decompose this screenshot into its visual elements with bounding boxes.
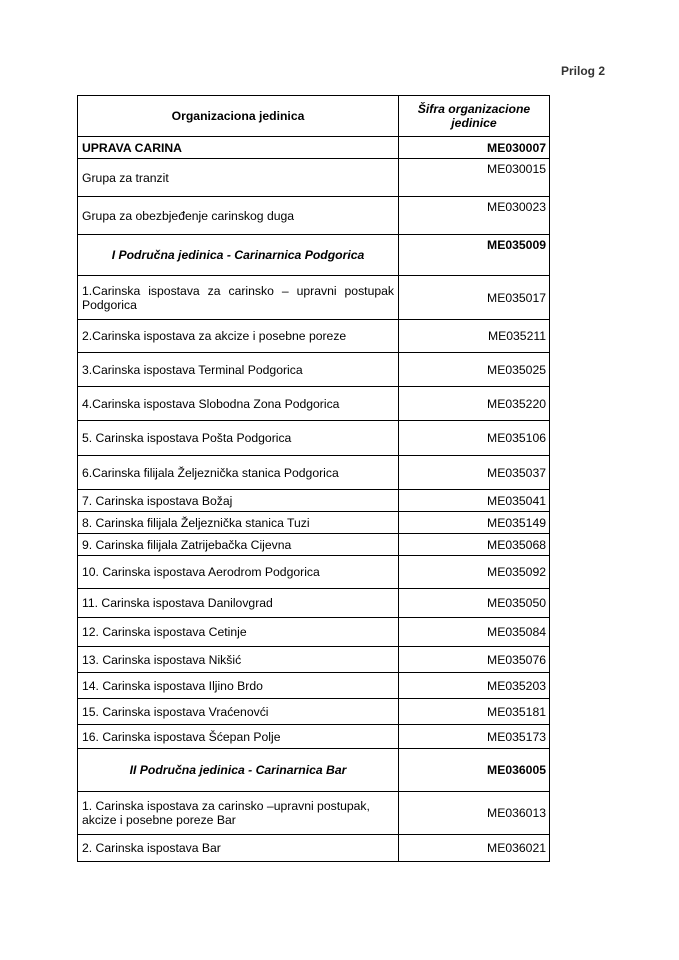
unit-code: ME035037 [399,456,550,490]
table-row [78,556,550,589]
unit-code: ME035173 [399,725,550,749]
table-row [78,618,550,647]
table-row [78,512,550,534]
unit-name: Grupa za obezbjeđenje carinskog duga [78,197,399,235]
unit-name: II Područna jedinica - Carinarnica Bar [78,749,399,792]
unit-name: 1.Carinska ispostava za carinsko – upravni postupak Podgorica [78,276,399,320]
unit-code: ME035041 [399,490,550,512]
unit-name: 2. Carinska ispostava Bar [78,835,399,862]
table-row [78,699,550,725]
table-row [78,725,550,749]
unit-name: 8. Carinska filijala Željeznička stanica Tuzi [78,512,399,534]
table-row [78,647,550,673]
table-row [78,835,550,862]
table-row [78,235,550,276]
unit-name: 14. Carinska ispostava Iljino Brdo [78,673,399,699]
unit-code: ME035220 [399,387,550,421]
table-row [78,490,550,512]
table-row [78,421,550,456]
unit-code: ME035068 [399,534,550,556]
attachment-label: Prilog 2 [560,64,605,78]
table-row [78,673,550,699]
unit-code: ME035025 [399,353,550,387]
unit-name: 1. Carinska ispostava za carinsko –upravni postupak, akcize i posebne poreze Bar [78,792,399,835]
unit-name: 13. Carinska ispostava Nikšić [78,647,399,673]
table-header-row [78,96,550,137]
unit-name: 9. Carinska filijala Zatrijebačka Cijevna [78,534,399,556]
unit-code: ME036013 [399,792,550,835]
unit-code: ME035106 [399,421,550,456]
table-row [78,534,550,556]
table-row [78,589,550,618]
table-row [78,320,550,353]
unit-code: ME035084 [399,618,550,647]
unit-name: 11. Carinska ispostava Danilovgrad [78,589,399,618]
header-unit: Organizaciona jedinica [78,96,399,137]
unit-code: ME035076 [399,647,550,673]
unit-name: 3.Carinska ispostava Terminal Podgorica [78,353,399,387]
unit-name: 15. Carinska ispostava Vraćenovći [78,699,399,725]
organizational-units-table [77,95,550,862]
unit-code: ME035092 [399,556,550,589]
table-row [78,276,550,320]
table-row [78,792,550,835]
unit-code: ME035050 [399,589,550,618]
table-row [78,387,550,421]
unit-name: 6.Carinska filijala Željeznička stanica Podgorica [78,456,399,490]
unit-name: 4.Carinska ispostava Slobodna Zona Podgorica [78,387,399,421]
unit-code: ME035149 [399,512,550,534]
unit-name: I Područna jedinica - Carinarnica Podgorica [78,235,399,276]
unit-name: UPRAVA CARINA [78,137,399,159]
table-row [78,137,550,159]
unit-code: ME036005 [399,749,550,792]
table-row [78,197,550,235]
unit-name: 16. Carinska ispostava Šćepan Polje [78,725,399,749]
unit-name: 10. Carinska ispostava Aerodrom Podgorica [78,556,399,589]
unit-code: ME030007 [399,137,550,159]
table-row [78,749,550,792]
unit-code: ME030023 [399,197,550,235]
unit-code: ME035181 [399,699,550,725]
header-code: Šifra organizacione jedinice [399,96,550,137]
unit-code: ME035203 [399,673,550,699]
unit-code: ME035017 [399,276,550,320]
unit-code: ME035211 [399,320,550,353]
table-row [78,456,550,490]
unit-name: 12. Carinska ispostava Cetinje [78,618,399,647]
table-row [78,353,550,387]
unit-name: Grupa za tranzit [78,159,399,197]
unit-name: 7. Carinska ispostava Božaj [78,490,399,512]
unit-code: ME030015 [399,159,550,197]
unit-code: ME035009 [399,235,550,276]
unit-name: 2.Carinska ispostava za akcize i posebne poreze [78,320,399,353]
unit-name: 5. Carinska ispostava Pošta Podgorica [78,421,399,456]
unit-code: ME036021 [399,835,550,862]
table-row [78,159,550,197]
